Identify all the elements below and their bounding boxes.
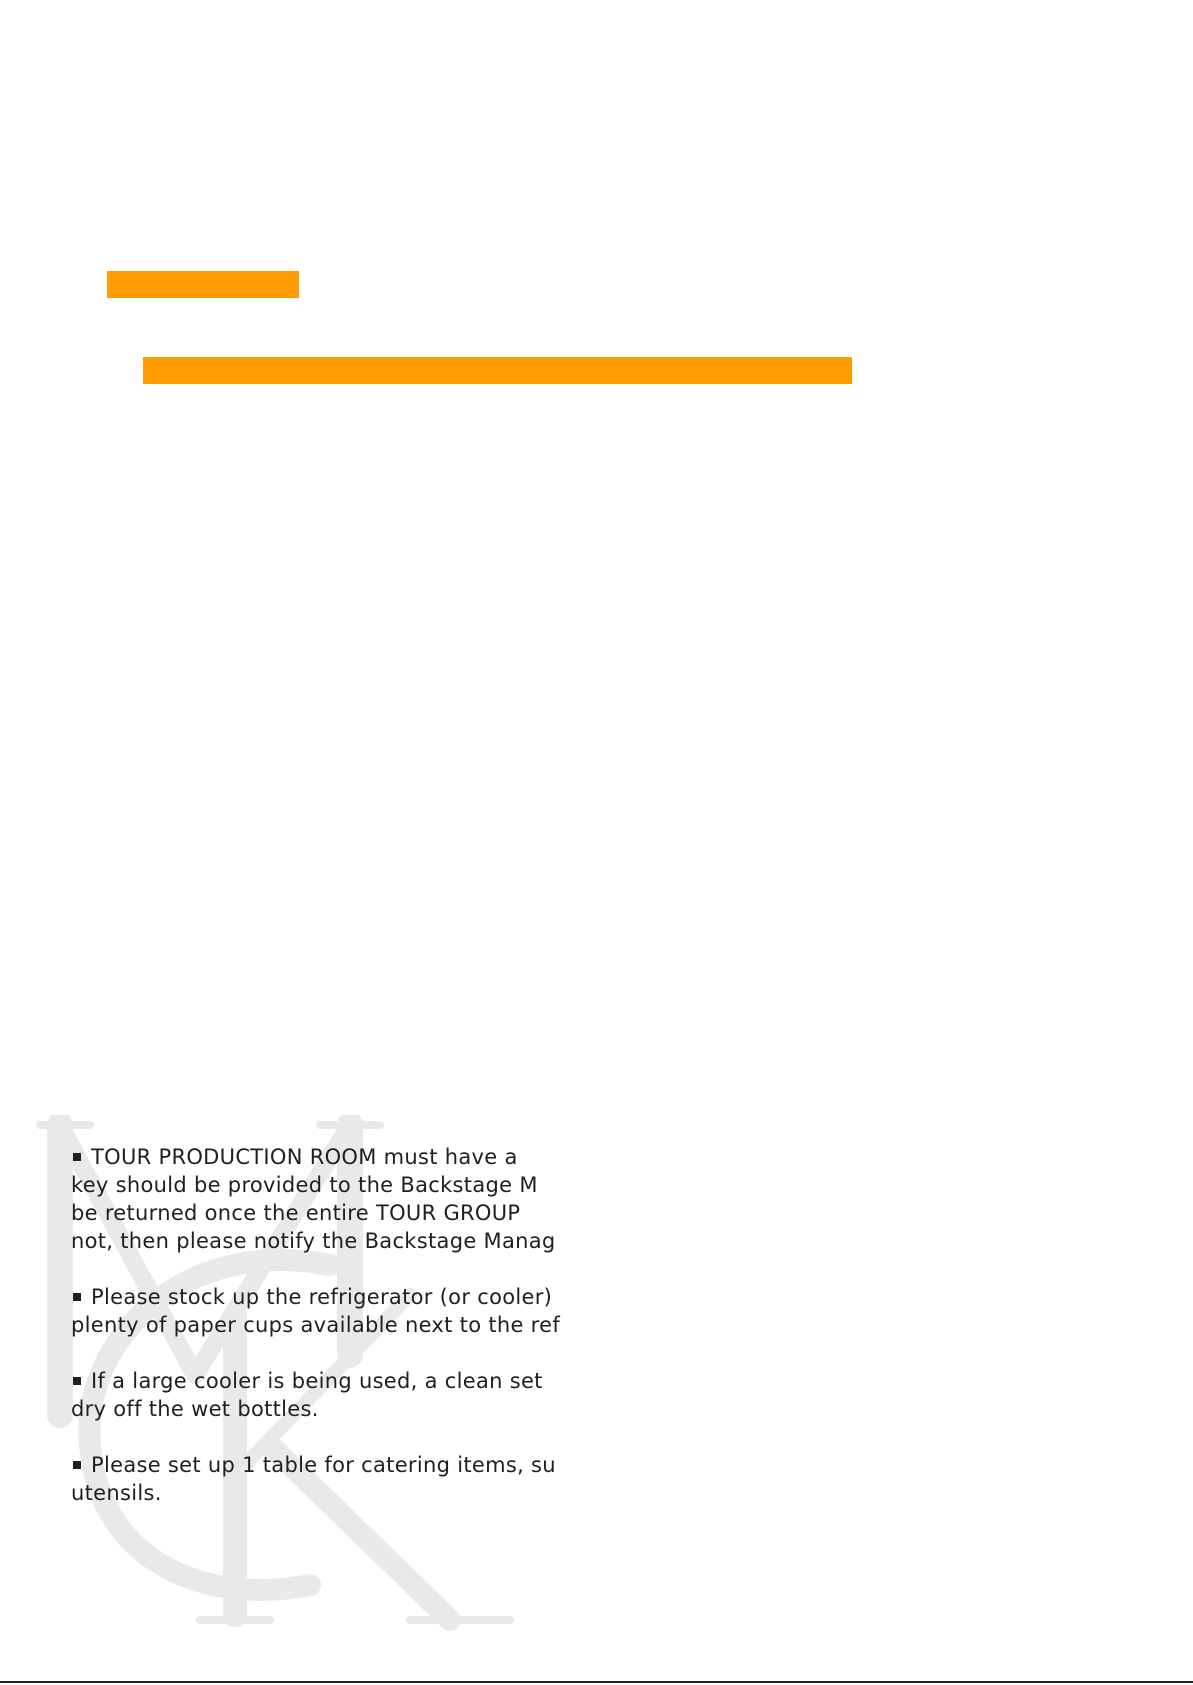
text-line: Please set up 1 table for catering items, su <box>71 1451 589 1479</box>
text-line: be returned once the entire TOUR GROUP <box>71 1201 521 1225</box>
square-bullet-icon <box>73 1153 81 1161</box>
square-bullet-icon <box>73 1293 81 1301</box>
paragraph-production-room <box>71 1143 589 1255</box>
text-line: utensils. <box>71 1481 162 1505</box>
square-bullet-icon <box>73 1377 81 1385</box>
text-line: not, then please notify the Backstage Manag <box>71 1229 556 1253</box>
highlight-bar-subheading <box>143 357 852 384</box>
footer-rule <box>0 1681 1193 1683</box>
text-line: If a large cooler is being used, a clean set <box>71 1367 589 1395</box>
text-line: Please stock up the refrigerator (or cooler) <box>71 1283 589 1311</box>
text-line: plenty of paper cups available next to the ref <box>71 1313 561 1337</box>
text-line: TOUR PRODUCTION ROOM must have a <box>71 1143 589 1171</box>
text-line: key should be provided to the Backstage M <box>71 1173 538 1197</box>
paragraph-cooler <box>71 1367 589 1423</box>
paragraph-refrigerator <box>71 1283 589 1339</box>
body-text-column <box>71 1143 589 1523</box>
paragraph-catering-table <box>71 1451 589 1507</box>
square-bullet-icon <box>73 1461 81 1469</box>
text-line: dry off the wet bottles. <box>71 1397 319 1421</box>
highlight-bar-heading <box>107 271 299 298</box>
